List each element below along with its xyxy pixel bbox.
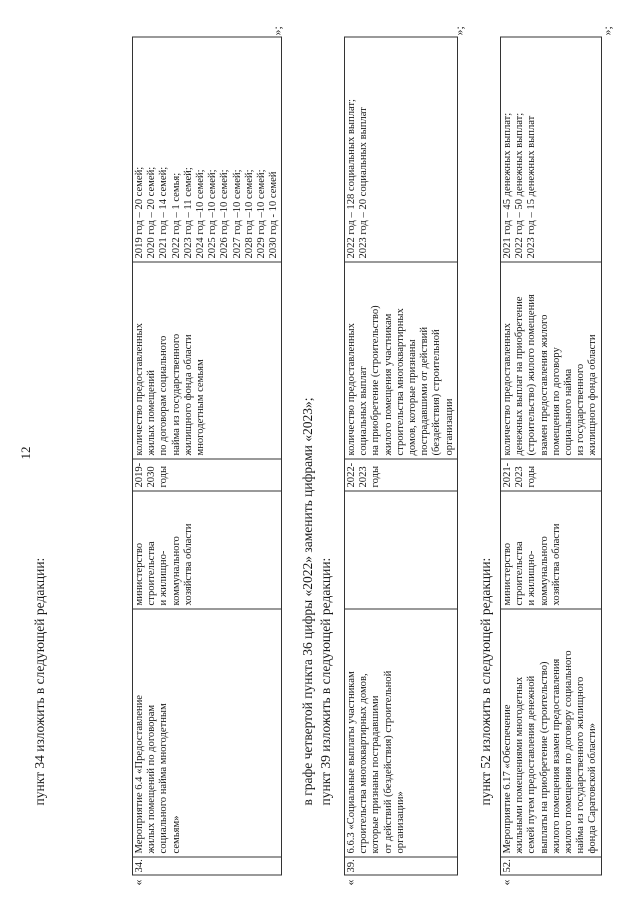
event-text [134, 612, 183, 853]
text-line: 2021- [502, 462, 513, 487]
indicator-text [134, 265, 207, 455]
event-cell [501, 609, 602, 857]
text-line: (бездействия) строительной [431, 328, 443, 455]
section-39-table [344, 36, 458, 875]
text-line: выплаты на приобретение (строительство) [538, 660, 550, 853]
event-text [502, 612, 600, 853]
text-line: от действий (бездействия) строительной [382, 670, 394, 853]
text-line: на приобретение (строительство) [370, 304, 382, 455]
years-text [134, 462, 171, 487]
text-line: 2019 год – 20 семей; [134, 166, 145, 258]
text-line: найма из государственного [170, 333, 182, 455]
indicator-text [502, 265, 600, 455]
text-line: 2028 год –10 семей; [243, 168, 255, 258]
text-line: домов, которые признаны [407, 338, 419, 455]
text-line: 2021 год – 14 семей; [158, 166, 170, 258]
text-line: фонда Саратовской области» [587, 722, 599, 853]
values-text [134, 40, 280, 258]
indicator-cell [501, 262, 602, 459]
text-line: и жилищно- [526, 550, 538, 605]
text-line: строительства многоквартирных домов, [358, 672, 370, 853]
section-52-table [500, 36, 602, 875]
text-line: которые признаны пострадавшими [370, 695, 382, 853]
row-number: 39. [346, 858, 357, 872]
text-line: 2019- [134, 462, 145, 487]
executor-cell [133, 491, 282, 609]
values-cell [501, 37, 602, 262]
text-line: жилищного фонда области [587, 333, 599, 455]
text-line: 2025 год –10 семей; [207, 168, 219, 258]
text-line: (строительство) жилого помещения [526, 293, 538, 455]
row-number: 52. [502, 858, 513, 872]
text-line: 2029 год –10 семей; [256, 168, 268, 258]
section-52-close-quote: »; [600, 25, 614, 35]
text-line: годы [158, 465, 170, 487]
text-line: 2024 год –10 семей; [195, 168, 207, 258]
text-line: жилого помещения по договору социального [563, 649, 575, 853]
text-line: 6.6.3 «Социальные выплаты участникам [346, 670, 357, 853]
text-line: 2027 год –10 семей; [231, 168, 243, 258]
text-line: социальных выплат [358, 365, 370, 455]
text-line: хозяйства области [182, 523, 194, 605]
years-cell [501, 459, 602, 491]
years-text [502, 462, 539, 487]
text-line: жилых помещений [146, 369, 158, 455]
text-line: 2030 [146, 465, 158, 487]
text-line: коммунального [538, 535, 550, 605]
indicator-cell [133, 262, 282, 459]
text-line: жилого помещения участникам [382, 313, 394, 455]
text-line: строительства [514, 540, 526, 605]
section-39-intro: пункт 39 изложить в следующей редакции: [318, 557, 333, 805]
text-line: и жилищно- [158, 550, 170, 605]
text-line: найма из государственного жилищного [575, 676, 587, 853]
text-line: социального найма [563, 368, 575, 455]
values-cell [133, 37, 282, 262]
text-line: 2026 год –10 семей; [219, 168, 231, 258]
text-line: помещения по договору [550, 346, 562, 455]
text-line: Мероприятие 6.4 «Предоставление [134, 694, 145, 853]
years-cell [345, 459, 458, 491]
text-line: семьям» [170, 815, 182, 853]
text-line: хозяйства области [550, 523, 562, 605]
text-line: 2022 год – 128 социальных выплат; [346, 98, 357, 258]
indicator-text [346, 265, 456, 455]
event-cell [345, 609, 458, 857]
text-line: жилого помещения взамен предоставления [550, 658, 562, 853]
text-line: взамен предоставления жилого [538, 314, 550, 455]
text-line: жилых помещений по договорам [146, 704, 158, 853]
text-line: многодетным семьям [195, 358, 207, 455]
text-line: министерство [502, 542, 513, 605]
text-line: 2022- [346, 462, 357, 487]
table-row [345, 37, 458, 875]
text-line: по договорам социального [158, 335, 170, 455]
text-line: годы [526, 465, 538, 487]
values-text [346, 40, 370, 258]
indicator-cell [345, 262, 458, 459]
text-line: организации» [394, 790, 406, 853]
event-cell [133, 609, 282, 857]
section-36-intro: в графе четвертой пункта 36 цифры «2022» заменить цифрами «2023»; [300, 397, 315, 805]
text-line: строительства многоквартирных [394, 307, 406, 455]
page-number: 12 [18, 446, 33, 459]
text-line: пострадавшими от действий [419, 326, 431, 455]
executor-text [134, 494, 195, 605]
text-line: семей путем предоставления денежной [526, 675, 538, 853]
text-line: строительства [146, 540, 158, 605]
text-line: количество предоставленных [134, 322, 145, 455]
event-text [346, 612, 407, 853]
text-line: годы [370, 465, 382, 487]
text-line: 2022 год – 50 денежных выплат; [514, 112, 526, 258]
row-number-cell [345, 857, 458, 875]
executor-cell [345, 491, 458, 609]
text-line: 2022 год – 1 семья; [170, 172, 182, 258]
row-number-cell [133, 857, 282, 875]
table-row [133, 37, 282, 875]
section-39-close-quote: »; [452, 25, 466, 35]
text-line: 2020 год – 20 семей; [146, 166, 158, 258]
section-34-open-quote: « [131, 879, 145, 885]
values-text [502, 40, 539, 258]
text-line: министерство [134, 542, 145, 605]
years-text [346, 462, 383, 487]
years-cell [133, 459, 282, 491]
table-row [501, 37, 602, 875]
text-line: 2023 год – 15 денежных выплат [526, 115, 538, 258]
row-number: 34. [134, 858, 145, 872]
text-line: социального найма многодетным [158, 702, 170, 853]
text-line: Мероприятие 6.17 «Обеспечение [502, 704, 513, 853]
text-line: из государственного [575, 363, 587, 455]
text-line: количество предоставленных [502, 322, 513, 455]
text-line: 2023 [358, 465, 370, 487]
text-line: организации [443, 398, 455, 455]
row-number-cell [501, 857, 602, 875]
text-line: жильными помещениями многодетных [514, 676, 526, 853]
section-34-intro: пункт 34 изложить в следующей редакции: [32, 557, 47, 805]
text-line: 2023 [514, 465, 526, 487]
section-39-open-quote: « [343, 879, 357, 885]
section-34-close-quote: »; [270, 25, 284, 35]
text-line: жилищного фонда области [182, 333, 194, 455]
text-line: 2021 год – 45 денежных выплат; [502, 112, 513, 258]
section-52-open-quote: « [499, 879, 513, 885]
values-cell [345, 37, 458, 262]
section-52-intro: пункт 52 изложить в следующей редакции: [478, 557, 493, 805]
section-34-table [132, 36, 282, 875]
executor-cell [501, 491, 602, 609]
text-line: 2023 год – 20 социальных выплат [358, 106, 370, 258]
executor-text [502, 494, 563, 605]
text-line: коммунального [170, 535, 182, 605]
text-line: 2023 год – 11 семей; [182, 166, 194, 258]
text-line: денежных выплат на приобретение [514, 295, 526, 455]
text-line: количество предоставленных [346, 322, 357, 455]
text-line: 2030 год - 10 семей [268, 171, 280, 258]
